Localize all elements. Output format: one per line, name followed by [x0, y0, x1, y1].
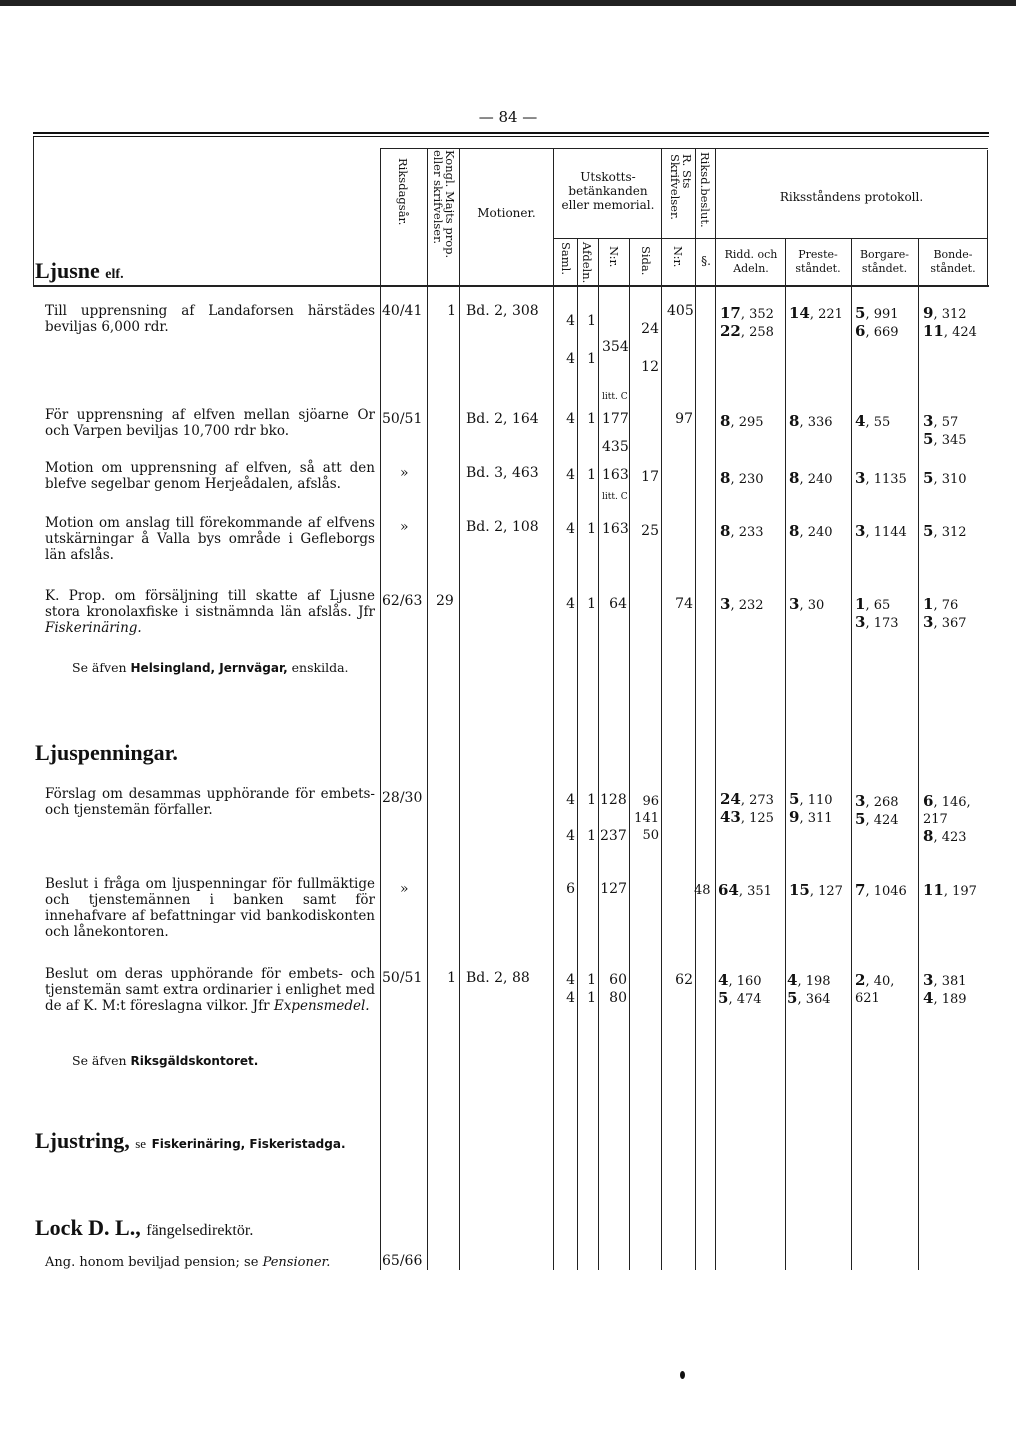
page-number: — 84 —	[478, 108, 538, 126]
entry-preste: 14, 221	[789, 304, 843, 322]
entry-afd: 1	[587, 596, 596, 612]
header-motioner: Motioner.	[477, 206, 536, 220]
entry-kongl: 29	[436, 593, 454, 609]
entry-desc: Förslag om desammas upphörande för embets- och tjenstemän förfaller.	[45, 786, 375, 818]
entry-motion: Bd. 2, 308	[466, 303, 539, 319]
entry-motion: Bd. 2, 164	[466, 411, 539, 427]
header-preste: Preste-ståndet.	[795, 248, 841, 275]
entry-rsts: 405	[667, 303, 694, 319]
entry-sida: 96 141 50	[634, 794, 659, 843]
entry-year: »	[400, 519, 409, 535]
entry-preste: 8, 240	[789, 522, 833, 540]
header-kongl: Kongl. Majts prop. eller skrifvelser.	[431, 150, 457, 259]
entry-afd: 1	[587, 521, 596, 537]
header-ridd: Ridd. och Adeln.	[724, 248, 778, 275]
see-also: Se äfven Riksgäldskontoret.	[72, 1053, 259, 1068]
entry-nr: 128 237	[600, 792, 627, 844]
section-title-ljustring: Ljustring, se Fiskerinäring, Fiskeristadga.	[35, 1128, 346, 1153]
entry-saml: 4	[566, 521, 575, 537]
entry-ridd: 3, 232	[720, 595, 764, 613]
entry-afd: 1	[587, 467, 596, 483]
entry-bonde: 1, 76 3, 367	[923, 595, 967, 631]
entry-year: 50/51	[382, 411, 423, 427]
entry-bonde: 5, 312	[923, 522, 967, 540]
section-title-ljusne: Ljusne elf.	[35, 258, 124, 283]
entry-afd: 1 1	[587, 313, 596, 367]
entry-kongl: 1	[447, 970, 456, 986]
header-saml: Saml.	[559, 242, 573, 275]
header-nr: N:r.	[607, 246, 621, 268]
entry-preste: 8, 240	[789, 469, 833, 487]
entry-desc: Beslut i fråga om ljuspenningar för fullmäktige och tjenstemännen i banken samt för innehafvare af befattningar vid bankodiskonten och lånekontoren.	[45, 876, 375, 940]
entry-nr: 127	[600, 881, 627, 897]
top-rule	[33, 132, 989, 134]
entry-desc: Motion om upprensning af elfven, så att den blefve segelbar genom Herjeådalen, afslås.	[45, 460, 375, 492]
entry-saml: 4	[566, 467, 575, 483]
header-borgare: Borgare-ståndet.	[859, 248, 910, 275]
entry-afd: 1 1	[587, 792, 596, 844]
header-afdeln: Afdeln.	[580, 242, 594, 284]
entry-ridd: 17, 352 22, 258	[720, 304, 774, 340]
entry-sida: 25	[641, 523, 659, 539]
entry-saml: 4	[566, 596, 575, 612]
entry-ridd: 8, 230	[720, 469, 764, 487]
entry-motion: Bd. 2, 88	[466, 970, 530, 986]
section-title-ljuspenningar: Ljuspenningar.	[35, 740, 178, 765]
entry-ridd: 8, 233	[720, 522, 764, 540]
entry-kongl: 1	[447, 303, 456, 319]
entry-borgare: 1, 65 3, 173	[855, 595, 899, 631]
entry-borgare: 7, 1046	[855, 881, 907, 899]
entry-ridd: 4, 160 5, 474	[718, 971, 762, 1007]
entry-motion: Bd. 2, 108	[466, 519, 539, 535]
entry-bonde: 11, 197	[923, 881, 977, 899]
entry-desc: Motion om anslag till förekommande af elfvens utskärningar å Valla bys område i Gefleborgs län afslås.	[45, 515, 375, 563]
entry-beslut: 48	[694, 883, 711, 898]
header-sida: Sida.	[639, 246, 653, 276]
entry-year: »	[400, 881, 409, 897]
entry-year: 65/66	[382, 1253, 423, 1269]
entry-desc: Ang. honom beviljad pension; se Pensioner.	[45, 1255, 331, 1270]
entry-ridd: 8, 295	[720, 412, 764, 430]
entry-preste: 15, 127	[789, 881, 843, 899]
entry-preste: 3, 30	[789, 595, 825, 613]
entry-bonde: 5, 310	[923, 469, 967, 487]
entry-nr: 354 litt. C 435 litt. C	[602, 339, 629, 502]
scan-edge	[0, 0, 1016, 6]
entry-sida: 24 12	[641, 321, 659, 375]
entry-borgare: 4, 55	[855, 412, 891, 430]
entry-bonde: 6, 146, 217 8, 423	[923, 792, 971, 845]
entry-rsts: 74	[675, 596, 693, 612]
ink-speck	[680, 1371, 685, 1379]
top-rule-thin	[33, 136, 989, 137]
entry-nr: 163	[602, 521, 629, 537]
see-also: Se äfven Helsingland, Jernvägar, enskilda.	[72, 660, 349, 675]
section-title-lock: Lock D. L., fängelsedirektör.	[35, 1215, 254, 1240]
entry-year: 28/30	[382, 790, 423, 806]
entry-nr: 60 80	[609, 972, 627, 1006]
entry-saml: 6	[566, 881, 575, 897]
entry-saml: 4 4	[566, 972, 575, 1006]
header-riksd-beslut: Riksd.beslut.	[698, 152, 712, 228]
entry-borgare: 3, 1135	[855, 469, 907, 487]
entry-sida: 17	[641, 469, 659, 485]
header-rsts: R. Sts Skrifvelser.	[668, 154, 694, 220]
entry-preste: 4, 198 5, 364	[787, 971, 831, 1007]
entry-preste: 5, 110 9, 311	[789, 790, 833, 826]
entry-desc: K. Prop. om försäljning till skatte af Ljusne stora kronolaxfiske i sistnämnda län afslås. Jfr Fiskerinäring.	[45, 588, 375, 636]
entry-desc: Beslut om deras upphörande för embets- och tjenstemän samt extra ordinarier i enlighet med de af K. M:t föreslagna vilkor. Jfr Expensmedel.	[45, 966, 375, 1014]
entry-year: 62/63	[382, 593, 423, 609]
entry-desc: Till upprensning af Landaforsen härstädes beviljas 6,000 rdr.	[45, 303, 375, 335]
entry-nr: 64	[609, 596, 627, 612]
entry-saml: 4 4	[566, 792, 575, 844]
entry-nr: 177	[602, 411, 629, 427]
entry-afd: 1 1	[587, 972, 596, 1006]
entry-desc: För upprensning af elfven mellan sjöarne Or och Varpen beviljas 10,700 rdr bko.	[45, 407, 375, 439]
entry-motion: Bd. 3, 463	[466, 465, 539, 481]
entry-borgare: 5, 991 6, 669	[855, 304, 899, 340]
entry-saml: 4	[566, 411, 575, 427]
entry-year: 40/41	[382, 303, 423, 319]
entry-rsts: 97	[675, 411, 693, 427]
header-paragraph: §.	[701, 254, 711, 268]
entry-nr: 163	[602, 467, 629, 483]
entry-year: 50/51	[382, 970, 423, 986]
header-protokoll: Riksståndens protokoll.	[779, 190, 924, 204]
entry-bonde: 9, 312 11, 424	[923, 304, 977, 340]
header-rsts-nr: N:r.	[671, 246, 685, 268]
header-utskott: Utskotts-betänkanden eller memorial.	[561, 170, 655, 212]
entry-bonde: 3, 57 5, 345	[923, 412, 967, 448]
header-riksdagsar: Riksdagsår.	[396, 158, 410, 226]
entry-saml: 4 4	[566, 313, 575, 367]
entry-preste: 8, 336	[789, 412, 833, 430]
entry-bonde: 3, 381 4, 189	[923, 971, 967, 1007]
entry-ridd: 24, 273 43, 125	[720, 790, 774, 826]
entry-borgare: 3, 1144	[855, 522, 907, 540]
entry-afd: 1	[587, 411, 596, 427]
entry-borgare: 2, 40, 621	[855, 971, 895, 1006]
entry-borgare: 3, 268 5, 424	[855, 792, 899, 828]
header-bonde: Bonde-ståndet.	[930, 248, 976, 275]
entry-ridd: 64, 351	[718, 881, 772, 899]
entry-rsts: 62	[675, 972, 693, 988]
entry-year: »	[400, 465, 409, 481]
